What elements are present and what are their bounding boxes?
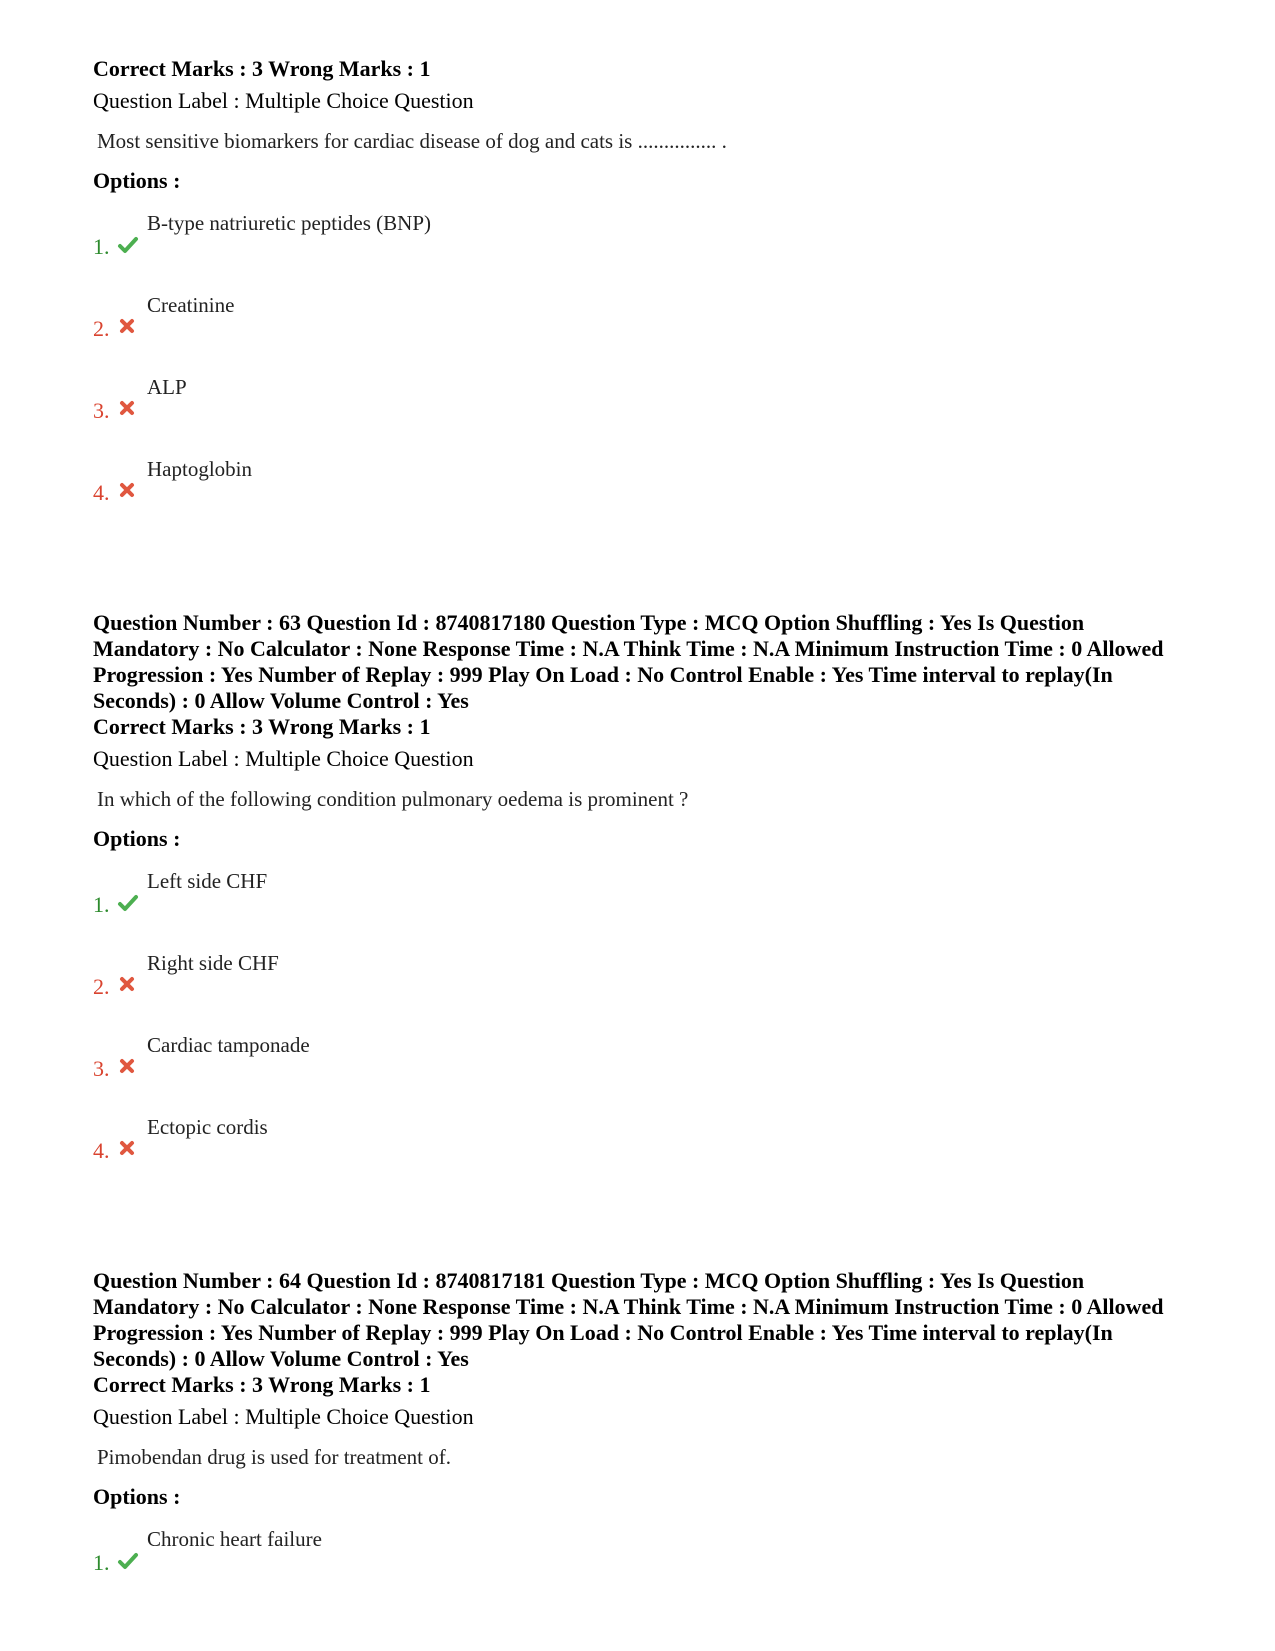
option-text: Haptoglobin (147, 457, 252, 481)
option-item (93, 1520, 1193, 1602)
cross-icon (117, 316, 139, 338)
option-item (93, 368, 1193, 450)
marks-line: Correct Marks : 3 Wrong Marks : 1 (93, 1372, 431, 1397)
option-item (93, 862, 1193, 944)
options-list (93, 862, 1193, 1190)
option-text: Cardiac tamponade (147, 1033, 310, 1057)
option-text: B-type natriuretic peptides (BNP) (147, 211, 432, 235)
options-list (93, 1520, 1193, 1602)
options-heading: Options : (93, 826, 181, 851)
option-item (93, 450, 1193, 532)
check-icon (117, 1550, 139, 1572)
check-icon (117, 892, 139, 914)
option-number: 1. (93, 892, 110, 917)
question-meta: Question Number : 64 Question Id : 8740817181 Question Type : MCQ Option Shuffling : Yes Is Question Mandatory : No Calculator : None Response Time : N.A Think Time : N.A Minimum Instruction Time : 0 Allowed Progression : Yes Number of Replay : 999 Play On Load : No Control Enable : Yes Time interval to replay(In Seconds) : 0 Allow Volume Control : Yes (93, 1268, 1164, 1371)
option-text: ALP (147, 375, 187, 399)
option-number: 4. (93, 1138, 110, 1163)
question-text: Pimobendan drug is used for treatment of. (97, 1445, 452, 1469)
question-63 (93, 610, 1193, 1190)
options-heading: Options : (93, 1484, 181, 1509)
option-number: 4. (93, 480, 110, 505)
cross-icon (117, 398, 139, 420)
question-text: In which of the following condition pulmonary oedema is prominent ? (97, 787, 689, 811)
question-paper-page (93, 56, 1193, 1602)
option-item (93, 286, 1193, 368)
options-list (93, 204, 1193, 532)
option-number: 1. (93, 234, 110, 259)
check-icon (117, 234, 139, 256)
option-number: 1. (93, 1550, 110, 1575)
question-meta: Question Number : 63 Question Id : 8740817180 Question Type : MCQ Option Shuffling : Yes Is Question Mandatory : No Calculator : None Response Time : N.A Think Time : N.A Minimum Instruction Time : 0 Allowed Progression : Yes Number of Replay : 999 Play On Load : No Control Enable : Yes Time interval to replay(In Seconds) : 0 Allow Volume Control : Yes (93, 610, 1164, 713)
question-fragment (93, 56, 1193, 532)
marks-line: Correct Marks : 3 Wrong Marks : 1 (93, 56, 431, 81)
question-label: Question Label : Multiple Choice Question (93, 746, 474, 771)
option-number: 3. (93, 398, 110, 423)
option-text: Ectopic cordis (147, 1115, 268, 1139)
question-label: Question Label : Multiple Choice Question (93, 88, 474, 113)
option-text: Right side CHF (147, 951, 279, 975)
cross-icon (117, 974, 139, 996)
options-heading: Options : (93, 168, 181, 193)
option-text: Left side CHF (147, 869, 268, 893)
cross-icon (117, 1056, 139, 1078)
question-64 (93, 1268, 1193, 1602)
option-text: Creatinine (147, 293, 235, 317)
option-item (93, 1108, 1193, 1190)
option-item (93, 204, 1193, 286)
option-text: Chronic heart failure (147, 1527, 322, 1551)
option-item (93, 1026, 1193, 1108)
cross-icon (117, 480, 139, 502)
option-number: 2. (93, 974, 110, 999)
question-label: Question Label : Multiple Choice Question (93, 1404, 474, 1429)
option-item (93, 944, 1193, 1026)
cross-icon (117, 1138, 139, 1160)
question-text: Most sensitive biomarkers for cardiac disease of dog and cats is ............... . (97, 129, 727, 153)
option-number: 3. (93, 1056, 110, 1081)
marks-line: Correct Marks : 3 Wrong Marks : 1 (93, 714, 431, 739)
option-number: 2. (93, 316, 110, 341)
